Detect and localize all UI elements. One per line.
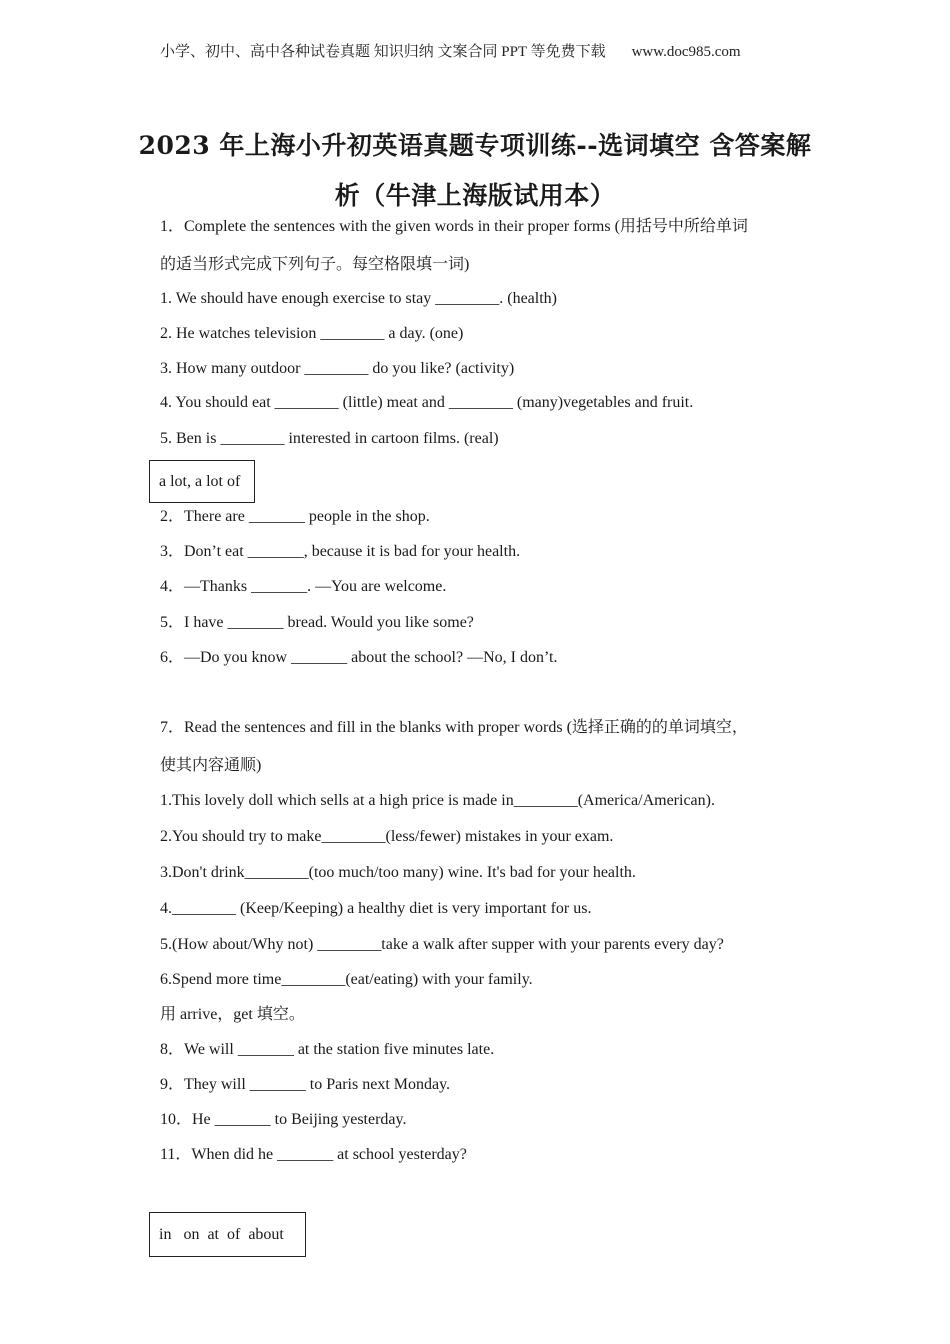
- arrive-get-instruction: 用 arrive，get 填空。: [160, 1006, 305, 1023]
- question-7-instruction-cont: 使其内容通顺): [160, 757, 262, 774]
- question-7-instruction: 7．Read the sentences and fill in the blanks with proper words (选择正确的的单词填空，: [160, 719, 748, 736]
- question-5: 5．I have _______ bread. Would you like some?: [160, 614, 474, 631]
- document-title-line-2: 析（牛津上海版试用本）: [334, 181, 616, 210]
- question-7-item: 2.You should try to make________(less/fewer) mistakes in your exam.: [160, 828, 614, 845]
- question-2: 2．There are _______ people in the shop.: [160, 508, 430, 525]
- page-header: [160, 40, 741, 61]
- question-3: 3．Don’t eat _______, because it is bad for your health.: [160, 543, 521, 560]
- question-10: 10．He _______ to Beijing yesterday.: [160, 1111, 407, 1128]
- header-text: 小学、初中、高中各种试卷真题 知识归纳 文案合同 PPT 等免费下载: [160, 44, 606, 60]
- word-box-2: in on at of about: [149, 1212, 306, 1257]
- header-site-link[interactable]: www.doc985.com: [631, 44, 741, 60]
- question-7-item: 5.(How about/Why not) ________take a walk after supper with your parents every day?: [160, 936, 724, 953]
- question-4: 4．—Thanks _______. —You are welcome.: [160, 578, 447, 595]
- question-1-item: 3. How many outdoor ________ do you like? (activity): [160, 360, 515, 377]
- question-7-item: 6.Spend more time________(eat/eating) with your family.: [160, 971, 533, 988]
- question-8: 8．We will _______ at the station five minutes late.: [160, 1041, 495, 1058]
- question-7-item: 1.This lovely doll which sells at a high price is made in________(America/American).: [160, 792, 715, 809]
- question-6: 6．—Do you know _______ about the school? —No, I don’t.: [160, 649, 558, 666]
- question-1-item: 5. Ben is ________ interested in cartoon films. (real): [160, 430, 499, 447]
- question-1-item: 2. He watches television ________ a day. (one): [160, 325, 464, 342]
- question-7-item: 4.________ (Keep/Keeping) a healthy diet is very important for us.: [160, 900, 592, 917]
- question-7-item: 3.Don't drink________(too much/too many) wine. It's bad for your health.: [160, 864, 636, 881]
- question-1-instruction-cont: 的适当形式完成下列句子。每空格限填一词): [160, 256, 470, 273]
- question-1-item: 4. You should eat ________ (little) meat and ________ (many)vegetables and fruit.: [160, 394, 694, 411]
- question-1-item: 1. We should have enough exercise to stay ________. (health): [160, 290, 557, 307]
- word-box-1: a lot, a lot of: [149, 460, 255, 503]
- document-title-line-1: 2023 年上海小升初英语真题专项训练--选词填空 含答案解: [138, 131, 812, 160]
- question-11: 11．When did he _______ at school yesterday?: [160, 1146, 467, 1163]
- question-1-instruction: 1．Complete the sentences with the given words in their proper forms (用括号中所给单词: [160, 218, 748, 235]
- question-9: 9．They will _______ to Paris next Monday.: [160, 1076, 451, 1093]
